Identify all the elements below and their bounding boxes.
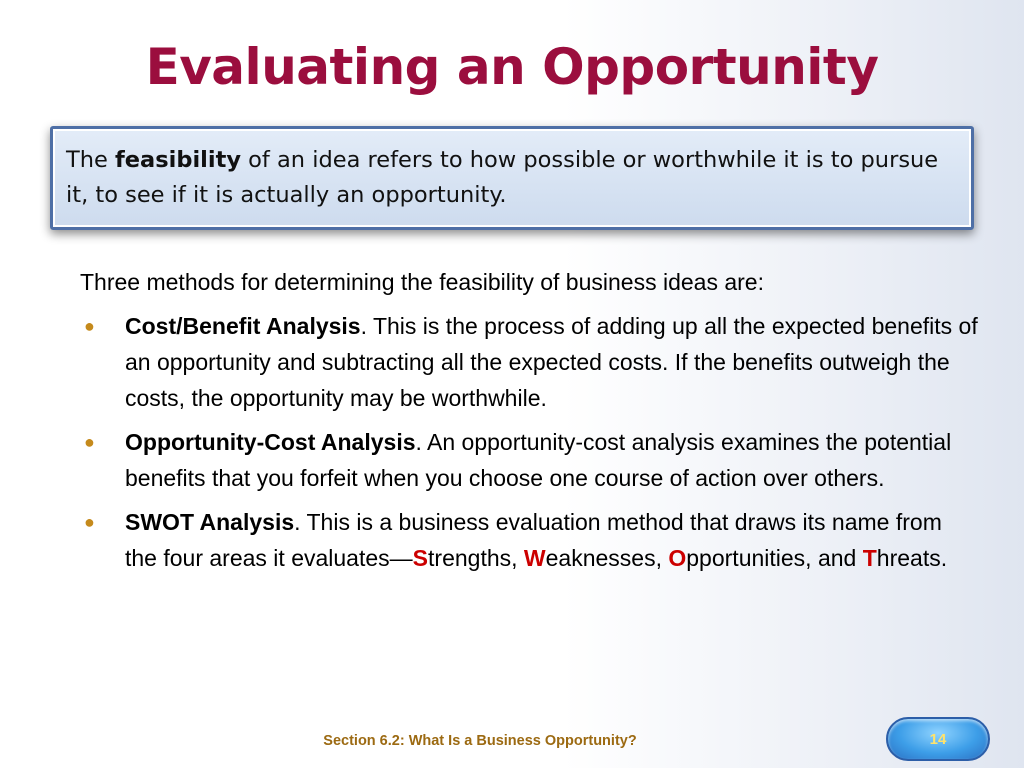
swot-rest-s: trengths, <box>428 545 524 571</box>
swot-rest-w: eaknesses, <box>545 545 669 571</box>
list-item <box>80 504 980 576</box>
method-name: SWOT Analysis <box>125 509 295 535</box>
bullet-icon: ● <box>84 432 95 452</box>
method-name: Opportunity-Cost Analysis <box>125 429 416 455</box>
list-item <box>80 308 980 416</box>
method-text: . This is a business evaluation method that draws its name from the four areas it evaluates— <box>125 509 942 571</box>
method-text: . This is the process of adding up all the expected benefits of an opportunity and subtracting all the expected costs. If the benefits outweigh the costs, the opportunity may be worthwhile. <box>125 313 978 411</box>
bullet-icon: ● <box>84 316 95 336</box>
method-text: . An opportunity-cost analysis examines the potential benefits that you forfeit when you choose one course of action over others. <box>125 429 952 491</box>
swot-letter-w: W <box>523 545 546 571</box>
page-number-badge: 14 <box>886 717 990 761</box>
swot-letter-o: O <box>668 545 687 571</box>
swot-rest-o: pportunities, and <box>686 545 863 571</box>
bullet-icon: ● <box>84 512 95 532</box>
methods-list <box>80 308 980 576</box>
callout-prefix: The <box>66 147 115 173</box>
slide-title: Evaluating an Opportunity <box>145 38 879 96</box>
intro-text: Three methods for determining the feasibility of business ideas are: <box>80 269 764 295</box>
callout-rest: of an idea refers to how possible or worthwhile it is to pursue it, to see if it is actually an opportunity. <box>66 147 939 208</box>
swot-letter-t: T <box>862 545 877 571</box>
swot-letter-s: S <box>412 545 429 571</box>
method-name: Cost/Benefit Analysis <box>125 313 361 339</box>
footer-section-label: Section 6.2: What Is a Business Opportunity? <box>323 733 637 749</box>
definition-callout <box>50 126 974 230</box>
slide-body <box>80 264 980 584</box>
callout-term: feasibility <box>115 147 242 173</box>
list-item <box>80 424 980 496</box>
swot-rest-t: hreats. <box>876 545 948 571</box>
